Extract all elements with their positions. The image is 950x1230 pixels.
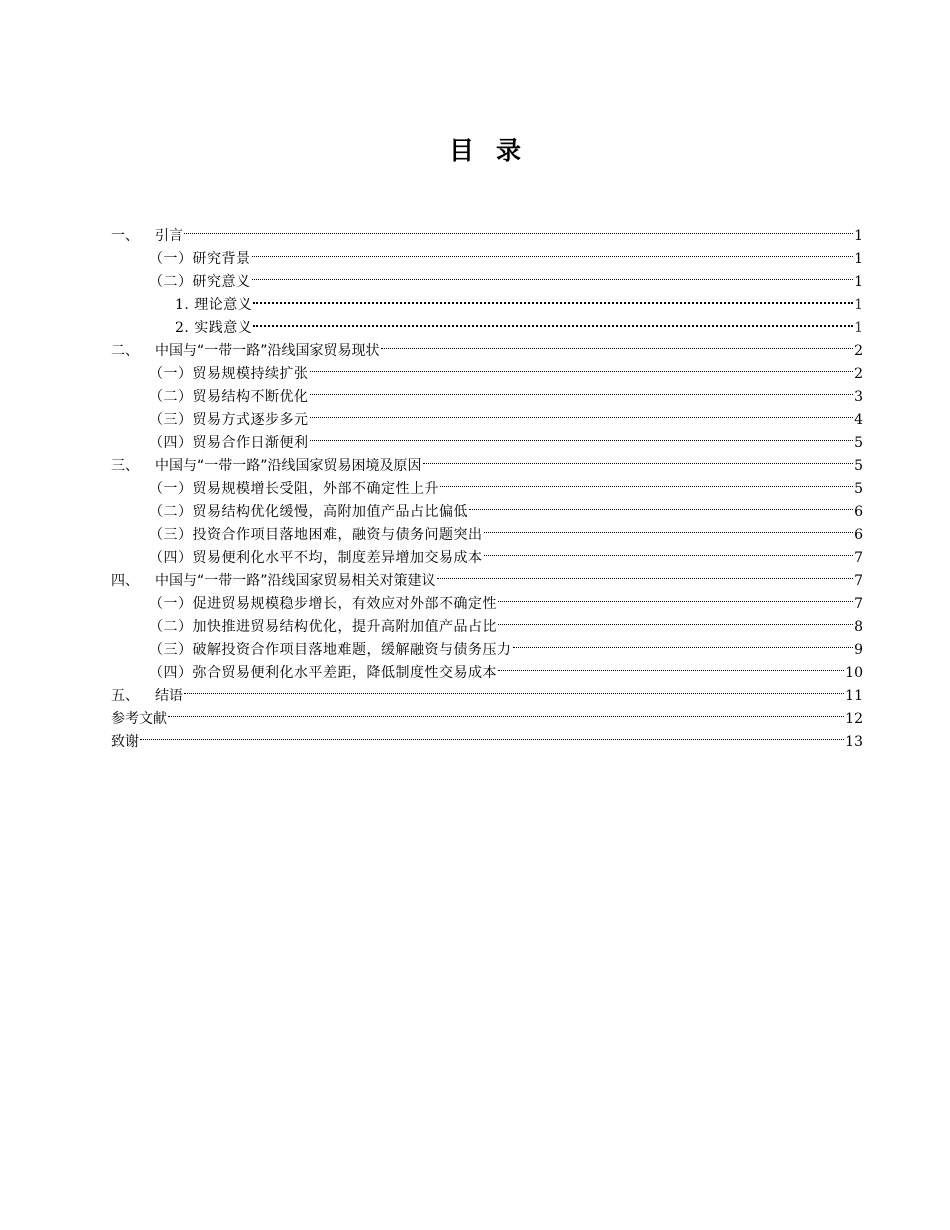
toc-entry-page: 13: [845, 734, 863, 750]
toc-entry-page: 5: [854, 435, 863, 451]
toc-entry-page: 11: [845, 688, 863, 704]
toc-entry-text: （一）贸易规模增长受阻，外部不确定性上升: [149, 481, 439, 497]
toc-entry-text: 2. 实践意义: [175, 320, 253, 336]
toc-entry-conclusion[interactable]: [111, 677, 863, 704]
toc-entry-number: 二、: [111, 343, 139, 359]
toc-entry-text: （三）贸易方式逐步多元: [149, 412, 309, 428]
toc-entry-text: （三）破解投资合作项目落地难题，缓解融资与债务压力: [149, 642, 512, 658]
toc-entry-page: 7: [854, 596, 863, 612]
toc-entry-text: （一）促进贸易规模稳步增长，有效应对外部不确定性: [149, 596, 497, 612]
toc-entry-number: 三、: [111, 458, 139, 474]
toc-entry-text: （二）贸易结构不断优化: [149, 389, 309, 405]
dot-leader: [140, 723, 844, 746]
dot-leader: [513, 631, 854, 654]
dot-leader: [498, 585, 853, 608]
dot-leader: [184, 217, 853, 240]
toc-entry-number: 一、: [111, 228, 139, 244]
toc-entry-page: 10: [845, 665, 863, 681]
toc-entry-page: 7: [854, 550, 863, 566]
toc-entry-page: 6: [854, 504, 863, 520]
dot-leader: [484, 539, 854, 562]
toc-entry-text: （四）贸易合作日渐便利: [149, 435, 309, 451]
toc-entry-page: 5: [854, 458, 863, 474]
toc-entry-page: 1: [854, 297, 863, 313]
toc-entry-text: 中国与“一带一路”沿线国家贸易困境及原因: [155, 458, 422, 474]
dot-leader: [310, 401, 854, 424]
toc-entry-number: 四、: [111, 573, 139, 589]
toc-entry-text: （二）贸易结构优化缓慢，高附加值产品占比偏低: [149, 504, 468, 520]
dot-leader: [310, 378, 854, 401]
dot-leader: [440, 470, 853, 493]
toc-entry-page: 1: [854, 320, 863, 336]
toc-entry-page: 9: [854, 642, 863, 658]
title-char-1: 目: [448, 136, 474, 165]
title-char-2: 录: [496, 136, 522, 165]
dot-leader: [252, 263, 854, 286]
dot-leader: [253, 286, 853, 309]
toc-entry-text: （二）加快推进贸易结构优化，提升高附加值产品占比: [149, 619, 497, 635]
toc-entry-text: （三）投资合作项目落地困难，融资与债务问题突出: [149, 527, 483, 543]
toc-entry-text: （一）贸易规模持续扩张: [149, 366, 309, 382]
toc-entry-introduction[interactable]: [111, 217, 863, 244]
toc-entry-text: 中国与“一带一路”沿线国家贸易相关对策建议: [155, 573, 436, 589]
toc-entry-text: 1. 理论意义: [175, 297, 253, 313]
dot-leader: [437, 562, 854, 585]
toc-entry-acknowledgements[interactable]: [111, 723, 863, 750]
toc-entry-research-background[interactable]: [111, 240, 863, 267]
toc-entry-page: 8: [854, 619, 863, 635]
toc-entry-page: 12: [845, 711, 863, 727]
toc-entry-page: 4: [854, 412, 863, 428]
table-of-contents: [111, 217, 863, 750]
dot-leader: [469, 493, 853, 516]
dot-leader: [253, 309, 853, 332]
toc-entry-page: 1: [854, 251, 863, 267]
toc-entry-text: 引言: [155, 228, 183, 244]
dot-leader: [310, 424, 854, 447]
toc-entry-text: （二）研究意义: [149, 274, 251, 290]
toc-entry-text: 中国与“一带一路”沿线国家贸易现状: [155, 343, 380, 359]
toc-entry-text: （四）弥合贸易便利化水平差距，降低制度性交易成本: [149, 665, 497, 681]
dot-leader: [381, 332, 854, 355]
toc-entry-page: 3: [854, 389, 863, 405]
toc-entry-page: 5: [854, 481, 863, 497]
dot-leader: [498, 654, 844, 677]
toc-entry-number: 五、: [111, 688, 139, 704]
toc-entry-page: 1: [854, 274, 863, 290]
toc-entry-page: 2: [854, 343, 863, 359]
toc-entry-text: 致谢: [111, 734, 139, 750]
dot-leader: [168, 700, 844, 723]
dot-leader: [252, 240, 854, 263]
dot-leader: [484, 516, 854, 539]
dot-leader: [184, 677, 844, 700]
dot-leader: [423, 447, 854, 470]
toc-entry-page: 2: [854, 366, 863, 382]
toc-entry-text: （一）研究背景: [149, 251, 251, 267]
toc-entry-page: 7: [854, 573, 863, 589]
toc-entry-references[interactable]: [111, 700, 863, 727]
dot-leader: [498, 608, 853, 631]
toc-entry-text: 参考文献: [111, 711, 167, 727]
toc-entry-text: 结语: [155, 688, 183, 704]
toc-entry-text: （四）贸易便利化水平不均，制度差异增加交易成本: [149, 550, 483, 566]
dot-leader: [310, 355, 854, 378]
page-title: [0, 133, 950, 169]
toc-entry-page: 6: [854, 527, 863, 543]
toc-entry-page: 1: [854, 228, 863, 244]
